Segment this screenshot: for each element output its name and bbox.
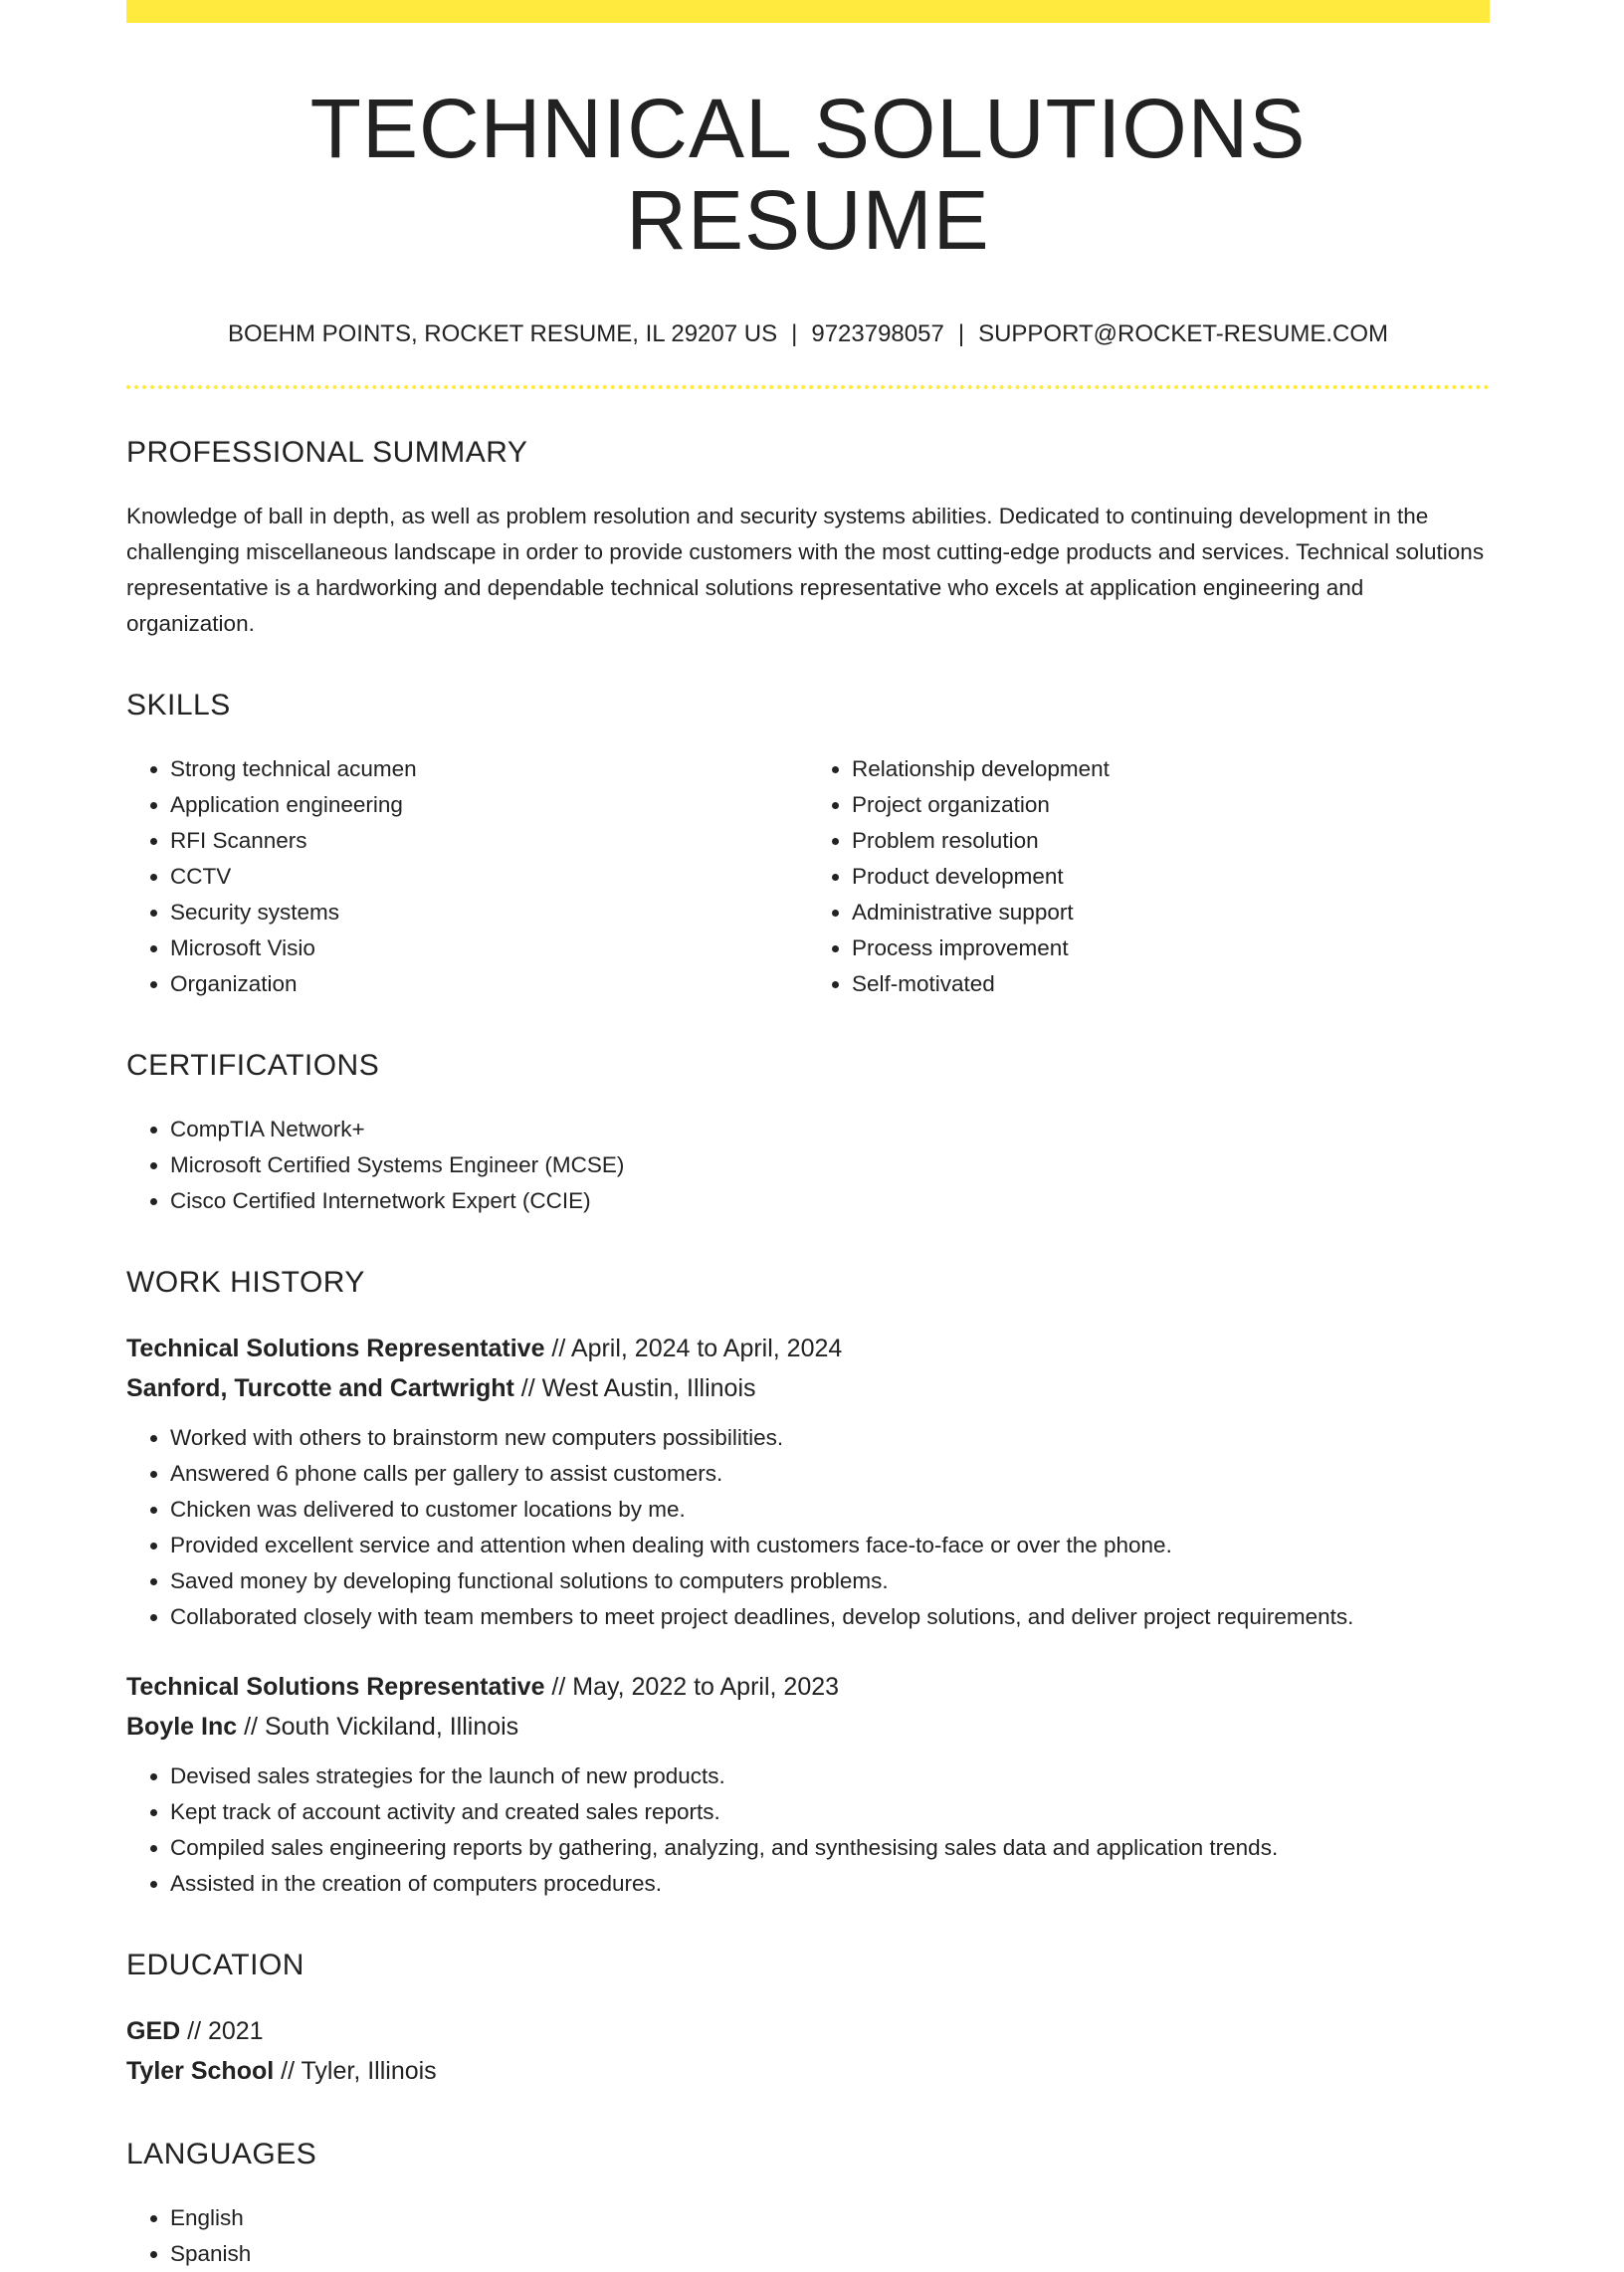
education-degree-line	[126, 2011, 1490, 2051]
job-company: Boyle Inc	[126, 1712, 238, 1741]
skill-item: • RFI Scanners	[170, 823, 808, 859]
job-bullet: • Compiled sales engineering reports by gathering, analyzing, and synthesising sales data and application trends.	[170, 1830, 1490, 1866]
job-entry	[126, 1667, 1490, 1902]
job-bullet: • Worked with others to brainstorm new computers possibilities.	[170, 1420, 1490, 1456]
skill-item: • Problem resolution	[852, 823, 1490, 859]
resume-page	[126, 23, 1490, 2272]
language-item: • English	[170, 2200, 1490, 2236]
skill-item: • Process improvement	[852, 930, 1490, 966]
education-school: Tyler School	[126, 2056, 275, 2085]
job-company-line	[126, 1368, 1490, 1408]
job-location: // West Austin, Illinois	[513, 1373, 756, 1402]
certification-item: • Microsoft Certified Systems Engineer (MCSE)	[170, 1147, 1490, 1183]
skill-item: • Application engineering	[170, 787, 808, 823]
skills-columns	[126, 723, 1490, 1002]
language-item: • Spanish	[170, 2236, 1490, 2272]
contact-address: BOEHM POINTS, ROCKET RESUME, IL 29207 US	[227, 319, 778, 347]
job-title-line	[126, 1329, 1490, 1368]
skill-item: • Self-motivated	[852, 966, 1490, 1002]
certifications-list	[126, 1112, 1490, 1219]
skill-item: • Strong technical acumen	[170, 751, 808, 787]
job-bullets	[126, 1758, 1490, 1902]
languages-heading: LANGUAGES	[126, 2137, 317, 2170]
skills-heading: SKILLS	[126, 688, 231, 722]
work-history-heading: WORK HISTORY	[126, 1265, 365, 1299]
education-year: // 2021	[180, 2016, 264, 2045]
job-company: Sanford, Turcotte and Cartwright	[126, 1373, 514, 1402]
skill-item: • Organization	[170, 966, 808, 1002]
accent-top-bar	[126, 0, 1490, 23]
contact-separator: |	[791, 319, 798, 347]
resume-title: TECHNICAL SOLUTIONS RESUME	[309, 82, 1307, 268]
job-location: // South Vickiland, Illinois	[237, 1712, 519, 1741]
education-heading: EDUCATION	[126, 1948, 304, 1981]
skill-item: • CCTV	[170, 859, 808, 895]
contact-line	[126, 320, 1490, 349]
job-bullets	[126, 1420, 1490, 1635]
dotted-divider	[126, 385, 1490, 389]
skill-item: • Administrative support	[852, 895, 1490, 930]
certification-item: • Cisco Certified Internetwork Expert (CCIE)	[170, 1183, 1490, 1219]
certification-item: • CompTIA Network+	[170, 1112, 1490, 1147]
job-title-line	[126, 1667, 1490, 1707]
certifications-heading: CERTIFICATIONS	[126, 1048, 380, 1082]
job-bullet: • Provided excellent service and attention when dealing with customers face-to-face or over the phone.	[170, 1528, 1490, 1563]
job-bullet: • Answered 6 phone calls per gallery to assist customers.	[170, 1456, 1490, 1492]
job-company-line	[126, 1707, 1490, 1747]
job-bullet: • Chicken was delivered to customer locations by me.	[170, 1492, 1490, 1528]
summary-heading: PROFESSIONAL SUMMARY	[126, 435, 528, 469]
skill-item: • Microsoft Visio	[170, 930, 808, 966]
contact-email: SUPPORT@ROCKET-RESUME.COM	[978, 319, 1389, 347]
job-bullet: • Devised sales strategies for the launch of new products.	[170, 1758, 1490, 1794]
job-dates: // April, 2024 to April, 2024	[544, 1334, 843, 1362]
skill-item: • Product development	[852, 859, 1490, 895]
education-school-line	[126, 2051, 1490, 2091]
education-location: // Tyler, Illinois	[274, 2056, 437, 2085]
summary-text: Knowledge of ball in depth, as well as problem resolution and security systems abilities. Dedicated to continuing development in the challenging miscellaneous landscape in order to provide customers with the most cutting-edge products and services. Technical solutions representative is a hardworking and dependable technical solutions representative who excels at application engineering and organization.	[126, 503, 1485, 636]
education-entry	[126, 2011, 1490, 2091]
skill-item: • Project organization	[852, 787, 1490, 823]
job-bullet: • Collaborated closely with team members to meet project deadlines, develop solutions, and deliver project requirements.	[170, 1599, 1490, 1635]
skill-item: • Relationship development	[852, 751, 1490, 787]
education-degree: GED	[126, 2016, 181, 2045]
skills-list-left	[126, 751, 808, 1002]
contact-separator: |	[957, 319, 965, 347]
languages-list	[126, 2200, 1490, 2272]
job-bullet: • Kept track of account activity and created sales reports.	[170, 1794, 1490, 1830]
job-dates: // May, 2022 to April, 2023	[544, 1672, 840, 1701]
contact-phone: 9723798057	[811, 319, 944, 347]
skills-list-right	[808, 751, 1490, 1002]
job-role: Technical Solutions Representative	[126, 1672, 545, 1701]
job-entry	[126, 1329, 1490, 1635]
skill-item: • Security systems	[170, 895, 808, 930]
job-role: Technical Solutions Representative	[126, 1334, 545, 1362]
job-bullet: • Assisted in the creation of computers procedures.	[170, 1866, 1490, 1902]
job-bullet: • Saved money by developing functional solutions to computers problems.	[170, 1563, 1490, 1599]
